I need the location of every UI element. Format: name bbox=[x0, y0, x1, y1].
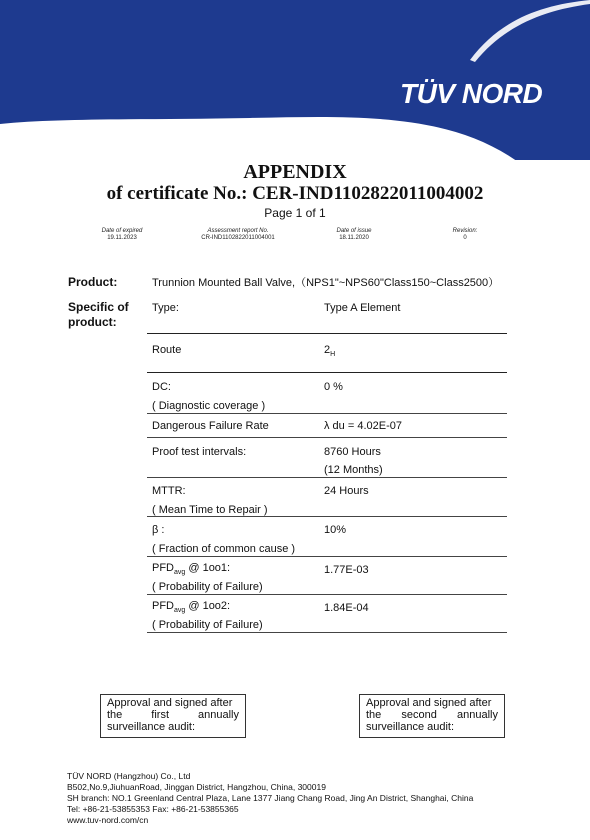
route-label: Route bbox=[152, 344, 182, 356]
dc-value: 0 % bbox=[324, 381, 343, 393]
failure-rate-value: λ du = 4.02E-07 bbox=[324, 420, 402, 432]
proof-test-months: (12 Months) bbox=[324, 464, 383, 476]
mttr-label: MTTR: bbox=[152, 485, 186, 497]
proof-test-label: Proof test intervals: bbox=[152, 446, 247, 458]
beta-description: ( Fraction of common cause ) bbox=[152, 543, 296, 555]
divider bbox=[147, 594, 507, 595]
divider bbox=[147, 516, 507, 517]
approval-box-first: Approval and signed after the first annually surveillance audit: bbox=[100, 694, 246, 738]
route-value: $2_H$ bbox=[324, 344, 336, 359]
footer-address: TÜV NORD (Hangzhou) Co., Ltd B502,No.9,JiuhuanRoad, Jinggan District, Hangzhou, China, 300019 SH branch: NO.1 Greenland Central Plaza, Lane 1377 Jiang Chang Road, Jing An District, Shanghai, China Tel: +86-21-53855353 Fax: +86-21-53855365 www.tuv-nord.com/cn bbox=[67, 771, 474, 825]
pfd-1oo2-description: ( Probability of Failure) bbox=[152, 619, 263, 631]
pfd-1oo2-value: 1.84E-04 bbox=[324, 602, 369, 614]
divider bbox=[147, 333, 507, 334]
failure-rate-label: Dangerous Failure Rate bbox=[152, 420, 269, 432]
page-indicator: Page 1 of 1 bbox=[264, 206, 326, 220]
approval-box-second: Approval and signed after the second annually surveillance audit: bbox=[359, 694, 505, 738]
beta-label: β : bbox=[152, 524, 165, 536]
type-value: Type A Element bbox=[324, 302, 401, 314]
pfd-1oo2-label: $PFD_{avg}$ @ 1oo2: bbox=[152, 600, 231, 615]
meta-expired: Date of expired 19.11.2023 bbox=[101, 228, 143, 241]
mttr-value: 24 Hours bbox=[324, 485, 369, 497]
divider bbox=[147, 437, 507, 438]
divider bbox=[147, 413, 507, 414]
pfd-1oo1-description: ( Probability of Failure) bbox=[152, 581, 263, 593]
meta-revision: Revision: 0 bbox=[452, 228, 478, 241]
dc-label: DC: bbox=[152, 381, 171, 393]
meta-issue: Date of issue 18.11.2020 bbox=[336, 228, 372, 241]
type-label: Type: bbox=[152, 302, 179, 314]
divider bbox=[147, 372, 507, 373]
product-label: Product: bbox=[68, 275, 118, 289]
divider bbox=[147, 477, 507, 478]
pfd-1oo1-label: $PFD_{avg}$ @ 1oo1: bbox=[152, 562, 231, 577]
divider bbox=[147, 556, 507, 557]
specific-label: Specific of product: bbox=[68, 300, 129, 329]
tuv-nord-logo: TÜV NORD bbox=[400, 78, 543, 109]
beta-value: 10% bbox=[324, 524, 347, 536]
mttr-description: ( Mean Time to Repair ) bbox=[152, 504, 268, 516]
certificate-number: of certificate No.: CER-IND1102822011004002 bbox=[106, 183, 484, 204]
product-value: Trunnion Mounted Ball Valve,（NPS1"~NPS60"Class150~Class2500） bbox=[152, 277, 500, 289]
appendix-title: APPENDIX bbox=[243, 161, 347, 183]
meta-report: Assessment report No. CR-IND1102822011004001 bbox=[201, 228, 275, 241]
dc-description: ( Diagnostic coverage ) bbox=[152, 400, 266, 412]
proof-test-value: 8760 Hours bbox=[324, 446, 381, 458]
divider bbox=[147, 632, 507, 633]
pfd-1oo1-value: 1.77E-03 bbox=[324, 564, 369, 576]
